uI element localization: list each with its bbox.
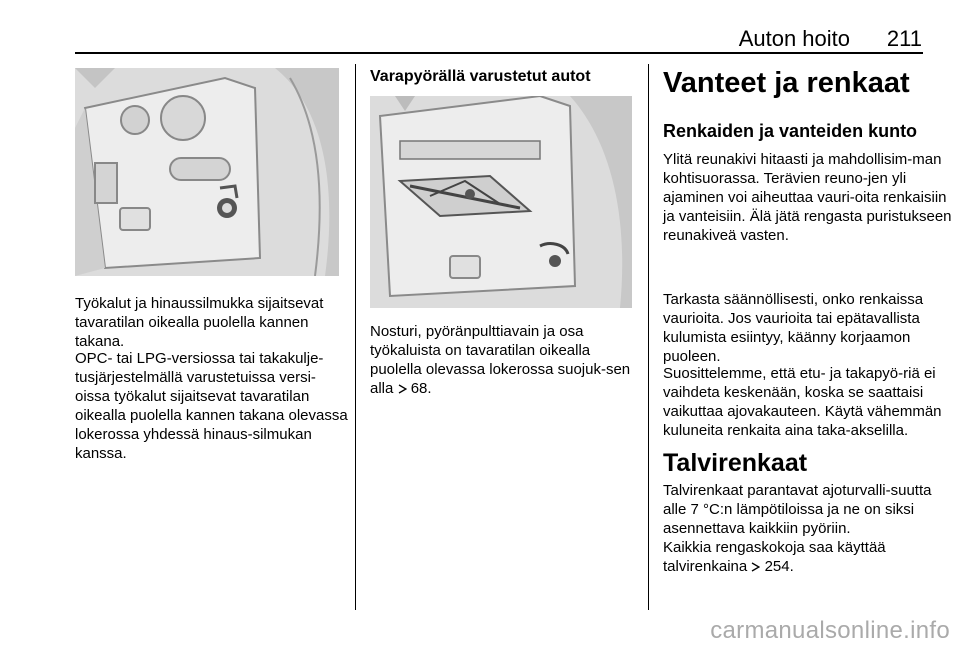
heading-rims-and-tyres: Vanteet ja renkaat	[663, 67, 910, 99]
paragraph-winter-sizes	[663, 538, 955, 576]
subheading-condition: Renkaiden ja vanteiden kunto	[663, 121, 918, 141]
paragraph-winter: Talvirenkaat parantavat ajoturvalli-suutta alle 7 °C:n lämpötiloissa ja ne on siksi asennettava kaikkiin pyöriin.	[663, 482, 932, 537]
winter-sizes-ref: 254.	[764, 558, 794, 575]
caption-jack	[370, 322, 642, 398]
header-title: Auton hoito	[738, 26, 850, 51]
page-number: 211	[886, 26, 922, 51]
caption-jack-text: Nosturi, pyöränpulttiavain ja osa työkaluista on tavaratilan oikealla puolella olevassa lokerossa suojuk-sen alla	[370, 323, 631, 397]
paragraph-opc-lpg: OPC- tai LPG-versiossa tai takakulje-tusjärjestelmällä varustetuissa versi-oissa työkalut sijaitsevat tavaratilan oikealla puolella kannen takana olevassa lokerossa yhdessä hinaus-silmukan kanssa.	[75, 350, 348, 462]
jack-compartment-illustration	[370, 96, 632, 308]
heading-winter-tyres: Talvirenkaat	[663, 449, 808, 477]
paragraph-inspect: Tarkasta säännöllisesti, onko renkaissa vaurioita. Jos vaurioita tai epätavallista kulumista esiintyy, käänny korjaamon puoleen.	[663, 291, 924, 365]
header-rule	[75, 52, 923, 54]
column-divider-1	[355, 64, 356, 610]
page-reference-icon	[751, 562, 760, 572]
paragraph-rotation: Suosittelemme, että etu- ja takapyö-riä ei vaihdeta keskenään, koska se saattaisi vaikuttaa ajovakauteen. Käytä vähemmän kuluneita renkaita aina taka-akselilla.	[663, 365, 942, 439]
column-divider-2	[648, 64, 649, 610]
tool-compartment-illustration	[75, 68, 339, 276]
watermark: carmanualsonline.info	[710, 617, 950, 644]
winter-sizes-text: Kaikkia rengaskokoja saa käyttää talvirenkaina	[663, 539, 886, 575]
paragraph-curb: Ylitä reunakivi hitaasti ja mahdollisim-man kohtisuorassa. Terävien reuno-jen yli ajaminen voi aiheuttaa vauri-oita renkaisiin ja vanteisiin. Älä jätä rengasta puristukseen reunakiveä vasten.	[663, 151, 952, 244]
page-reference-icon	[398, 384, 407, 394]
caption-jack-ref: 68.	[410, 380, 432, 397]
caption-tools: Työkalut ja hinaussilmukka sijaitsevat tavaratilan oikealla puolella kannen takana.	[75, 295, 324, 350]
heading-spare-wheel: Varapyörällä varustetut autot	[370, 68, 591, 85]
